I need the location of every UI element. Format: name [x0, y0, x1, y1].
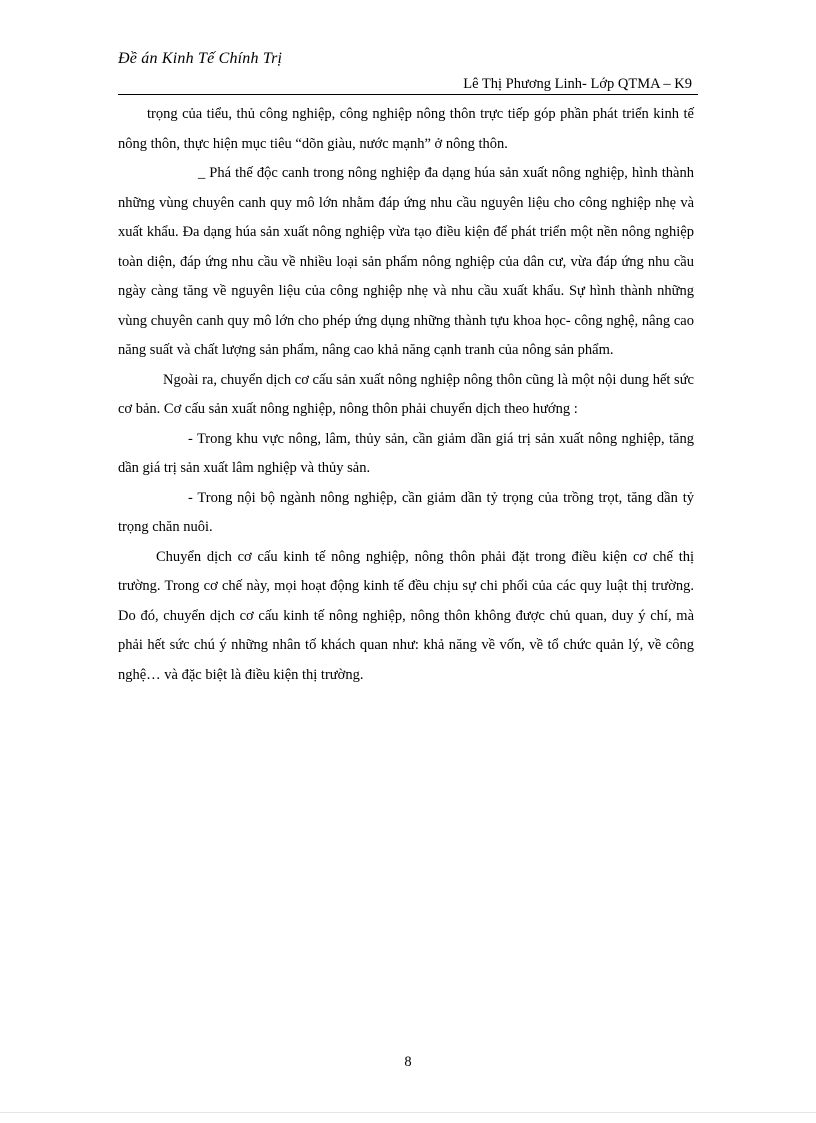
- page-body: [118, 100, 694, 690]
- author-class-line: Lê Thị Phương Linh- Lớp QTMA – K9: [463, 76, 692, 92]
- document-title: Đề án Kinh Tế Chính Trị: [118, 50, 283, 67]
- bullet-item-1: - Trong khu vực nông, lâm, thủy sản, cần giảm dần giá trị sản xuất nông nghiệp, tăng dần giá trị sản xuất lâm nghiệp và thủy sản.: [118, 430, 694, 476]
- page-number: 8: [404, 1054, 412, 1070]
- paragraph-2: _ Phá thế độc canh trong nông nghiệp đa dạng húa sản xuất nông nghiệp, hình thành những vùng chuyên canh quy mô lớn nhằm đáp ứng nhu cầu nguyên liệu cho công nghiệp nhẹ và xuất khẩu. Đa dạng húa sản xuất nông nghiệp vừa tạo điều kiện để phát triển một nền nông nghiệp toàn diện, đáp ứng nhu cầu về nhiều loại sản phẩm nông nghiệp của dân cư, vừa đáp ứng nhu cầu ngày càng tăng về nguyên liệu của công nghiệp nhẹ và nhu cầu xuất khẩu. Sự hình thành những vùng chuyên canh quy mô lớn cho phép ứng dụng những thành tựu khoa học- công nghệ, nâng cao năng suất và chất lượng sản phẩm, nâng cao khả năng cạnh tranh của nông sản phẩm.: [118, 165, 694, 358]
- paragraph-1: trọng của tiểu, thủ công nghiệp, công nghiệp nông thôn trực tiếp góp phần phát triển kinh tế nông thôn, thực hiện mục tiêu “dõn giàu, nước mạnh” ở nông thôn.: [118, 106, 694, 152]
- paragraph-4: Chuyển dịch cơ cấu kinh tế nông nghiệp, nông thôn phải đặt trong điều kiện cơ chế thị trường. Trong cơ chế này, mọi hoạt động kinh tế đều chịu sự chi phối của các quy luật thị trường. Do đó, chuyển dịch cơ cấu kinh tế nông nghiệp, nông thôn không được chủ quan, duy ý chí, mà phải hết sức chú ý những nhân tố khách quan như: khả năng về vốn, về tổ chức quản lý, về công nghệ… và đặc biệt là điều kiện thị trường.: [118, 548, 694, 683]
- header-divider: [118, 94, 698, 95]
- page-bottom-edge: [0, 1112, 816, 1113]
- paragraph-3: Ngoài ra, chuyển dịch cơ cấu sản xuất nông nghiệp nông thôn cũng là một nội dung hết sức cơ bản. Cơ cấu sản xuất nông nghiệp, nông thôn phải chuyển dịch theo hướng :: [118, 371, 694, 417]
- bullet-item-2: - Trong nội bộ ngành nông nghiệp, cần giảm dần tỷ trọng của trồng trọt, tăng dần tỷ trọng chăn nuôi.: [118, 489, 694, 535]
